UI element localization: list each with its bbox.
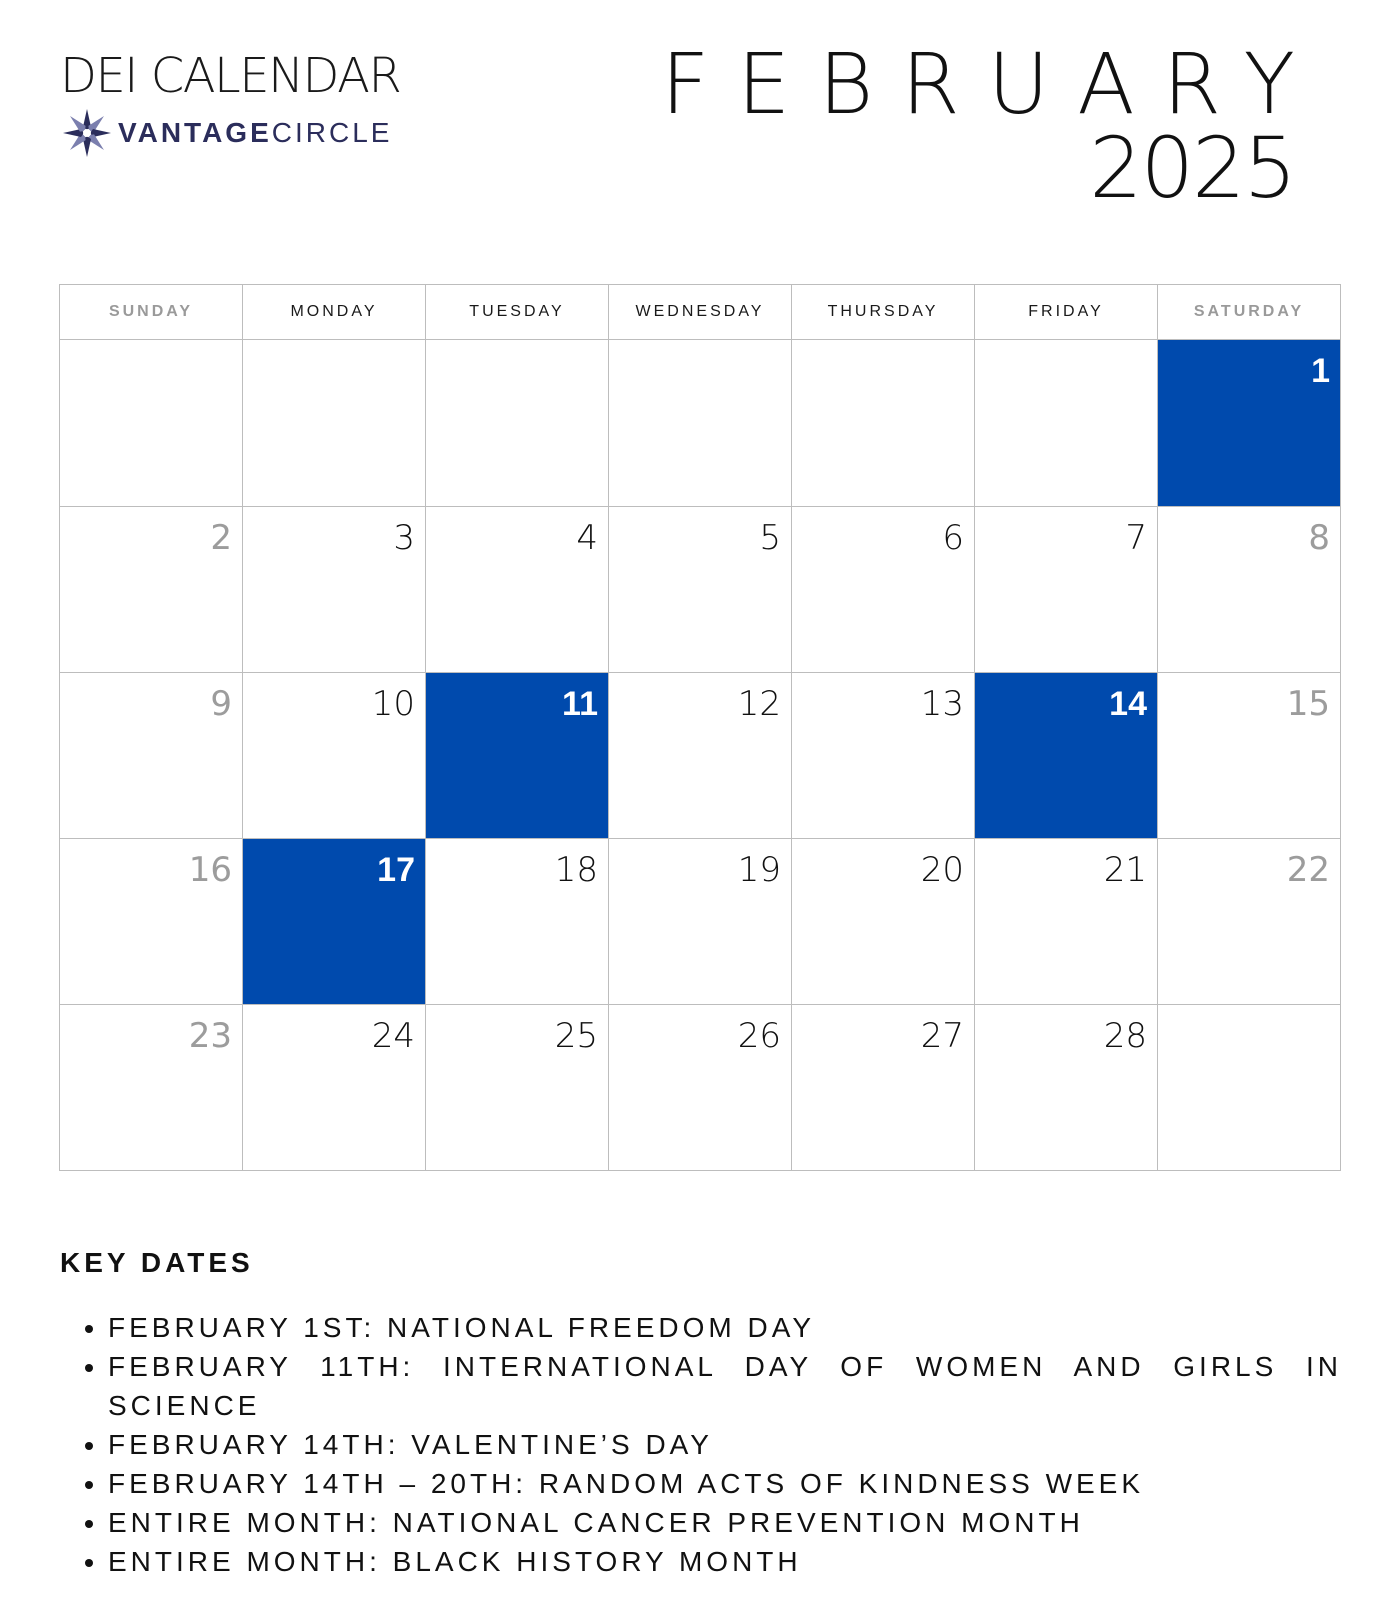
weekday-header: SUNDAY <box>60 285 243 340</box>
day-cell <box>609 507 792 673</box>
day-number: 12 <box>737 684 781 724</box>
key-date-item: • FEBRUARY 11TH: INTERNATIONAL DAY OF WOMEN AND GIRLS IN SCIENCE <box>108 1347 1342 1425</box>
key-date-item: • FEBRUARY 14TH – 20TH: RANDOM ACTS OF KINDNESS WEEK <box>108 1464 1342 1503</box>
day-number: 14 <box>1109 685 1147 723</box>
month-year-heading <box>660 35 1323 218</box>
key-dates-list <box>60 1308 1342 1581</box>
day-number: 21 <box>1103 850 1147 890</box>
day-number: 2 <box>210 518 232 558</box>
day-number: 15 <box>1286 684 1330 724</box>
month-calendar-grid <box>59 284 1341 1171</box>
day-cell <box>426 1005 609 1171</box>
day-number: 22 <box>1286 850 1330 890</box>
weekday-header: WEDNESDAY <box>609 285 792 340</box>
day-cell <box>60 507 243 673</box>
day-cell <box>975 839 1158 1005</box>
empty-day-cell <box>426 340 609 507</box>
year: 2025 <box>1089 119 1295 218</box>
weekday-header: MONDAY <box>243 285 426 340</box>
day-number: 23 <box>188 1016 232 1056</box>
day-number: 28 <box>1103 1016 1147 1056</box>
day-number: 6 <box>942 518 964 558</box>
weekday-header: THURSDAY <box>792 285 975 340</box>
day-cell <box>975 1005 1158 1171</box>
day-cell <box>975 673 1158 839</box>
month-name: FEBRUARY <box>660 35 1323 133</box>
day-number: 16 <box>188 850 232 890</box>
weekday-header: SATURDAY <box>1158 285 1341 340</box>
day-cell <box>1158 340 1341 507</box>
weekday-header-row <box>60 285 1341 340</box>
day-cell <box>426 673 609 839</box>
star-burst-logo-icon <box>60 106 114 160</box>
key-date-item: • ENTIRE MONTH: BLACK HISTORY MONTH <box>108 1542 1342 1581</box>
empty-day-cell <box>975 340 1158 507</box>
day-number: 25 <box>554 1016 598 1056</box>
day-cell <box>1158 839 1341 1005</box>
empty-day-cell <box>1158 1005 1341 1171</box>
empty-day-cell <box>243 340 426 507</box>
day-number: 18 <box>554 850 598 890</box>
day-number: 17 <box>377 851 415 889</box>
empty-day-cell <box>60 340 243 507</box>
empty-day-cell <box>792 340 975 507</box>
brand-block <box>60 48 401 160</box>
day-number: 10 <box>371 684 415 724</box>
day-number: 24 <box>371 1016 415 1056</box>
logo-wordmark <box>118 117 392 149</box>
day-number: 7 <box>1125 518 1147 558</box>
day-cell <box>792 839 975 1005</box>
day-number: 3 <box>393 518 415 558</box>
day-number: 8 <box>1308 518 1330 558</box>
day-cell <box>1158 673 1341 839</box>
day-cell <box>792 507 975 673</box>
day-cell <box>792 1005 975 1171</box>
calendar-week-row <box>60 340 1341 507</box>
day-number: 20 <box>920 850 964 890</box>
vantage-circle-logo <box>60 106 400 160</box>
calendar-week-row <box>60 1005 1341 1171</box>
day-cell <box>60 673 243 839</box>
day-cell <box>243 673 426 839</box>
day-cell <box>243 839 426 1005</box>
day-cell <box>60 1005 243 1171</box>
calendar-week-row <box>60 507 1341 673</box>
day-cell <box>426 839 609 1005</box>
day-cell <box>60 839 243 1005</box>
day-cell <box>792 673 975 839</box>
day-number: 13 <box>920 684 964 724</box>
day-number: 19 <box>737 850 781 890</box>
day-number: 11 <box>562 685 598 723</box>
day-cell <box>243 1005 426 1171</box>
calendar-title: DEI CALENDAR <box>60 48 401 104</box>
key-date-item: • FEBRUARY 14TH: VALENTINE’S DAY <box>108 1425 1342 1464</box>
key-dates-title: KEY DATES <box>60 1247 254 1278</box>
key-date-item: • ENTIRE MONTH: NATIONAL CANCER PREVENTION MONTH <box>108 1503 1342 1542</box>
day-number: 1 <box>1311 352 1330 390</box>
day-number: 27 <box>920 1016 964 1056</box>
day-number: 5 <box>759 518 781 558</box>
calendar-week-row <box>60 839 1341 1005</box>
calendar-week-row <box>60 673 1341 839</box>
day-cell <box>609 839 792 1005</box>
day-cell <box>426 507 609 673</box>
weekday-header: FRIDAY <box>975 285 1158 340</box>
day-number: 9 <box>210 684 232 724</box>
day-cell <box>1158 507 1341 673</box>
day-cell <box>975 507 1158 673</box>
empty-day-cell <box>609 340 792 507</box>
key-date-item: • FEBRUARY 1ST: NATIONAL FREEDOM DAY <box>108 1308 1342 1347</box>
day-cell <box>609 1005 792 1171</box>
logo-wordmark-light: CIRCLE <box>271 117 393 148</box>
day-cell <box>243 507 426 673</box>
day-cell <box>609 673 792 839</box>
logo-wordmark-bold: VANTAGE <box>118 117 272 148</box>
day-number: 4 <box>576 518 598 558</box>
day-number: 26 <box>737 1016 781 1056</box>
weekday-header: TUESDAY <box>426 285 609 340</box>
